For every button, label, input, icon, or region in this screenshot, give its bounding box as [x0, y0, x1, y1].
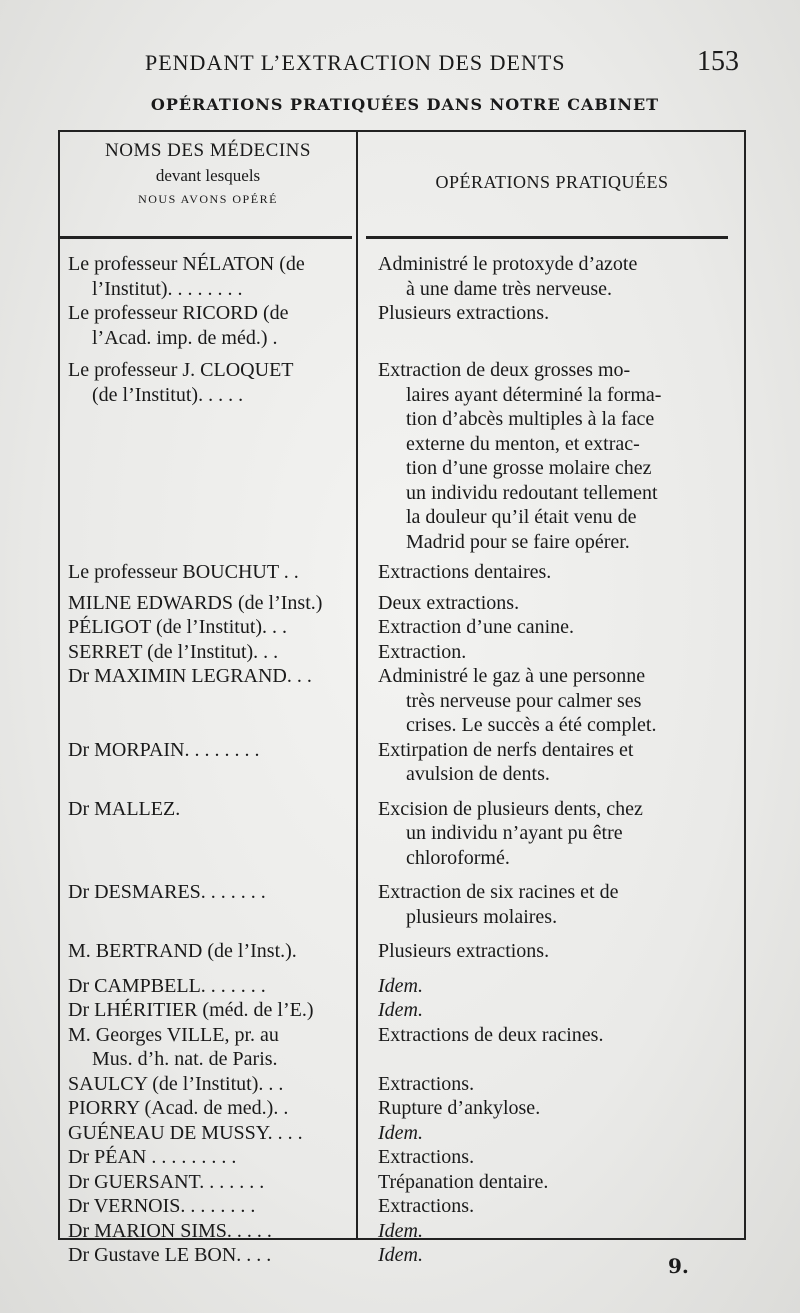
operation-line: tion d’abcès multiples à la face: [406, 408, 655, 430]
physician-name-cell: [60, 615, 356, 640]
operation-cell: [356, 560, 746, 585]
physician-name-line: l’Institut). . . . . . . .: [92, 277, 243, 300]
table-row: [60, 797, 746, 871]
physician-name-cell: [60, 664, 356, 689]
physician-name-line: PÉLIGOT (de l’Institut). . .: [68, 616, 288, 638]
table-row: [60, 998, 746, 1023]
physician-name-line: M. Georges VILLE, pr. au: [68, 1023, 279, 1046]
table-row: [60, 1072, 746, 1097]
table-row: [60, 640, 746, 665]
operation-line: un individu redoutant tellement: [406, 481, 658, 504]
operation-line: Extractions.: [378, 1072, 475, 1095]
operation-cell: [356, 974, 746, 999]
table-row: [60, 1170, 746, 1195]
physician-name-line: Le professeur J. CLOQUET: [68, 359, 294, 381]
table-row: [60, 1023, 746, 1072]
physician-name-line: Dr Gustave LE BON. . . .: [68, 1244, 272, 1266]
column-header-operations: OPÉRATIONS PRATIQUÉES: [435, 172, 669, 192]
physician-name-line: Dr MAXIMIN LEGRAND. . .: [68, 665, 312, 687]
physician-name-cell: [60, 591, 356, 616]
operation-line: Extractions de deux racines.: [378, 1023, 604, 1046]
physician-name-line: Le professeur NÉLATON (de: [68, 253, 305, 275]
physician-name-line: GUÉNEAU DE MUSSY. . . .: [68, 1121, 303, 1144]
physician-name-line: (de l’Institut). . . . .: [92, 383, 244, 406]
operation-line: très nerveuse pour calmer ses: [406, 689, 642, 712]
operation-cell: [356, 1170, 746, 1195]
operation-line: un individu n’ayant pu être: [406, 822, 623, 844]
operation-cell: [356, 358, 746, 554]
column-header-names-line1: NOMS DES MÉDECINS: [105, 140, 311, 161]
physician-name-line: l’Acad. imp. de méd.) .: [92, 326, 278, 349]
physician-name-line: MILNE EDWARDS (de l’Inst.): [68, 591, 323, 614]
physician-name-cell: [60, 1219, 356, 1244]
physician-name-line: SAULCY (de l’Institut). . .: [68, 1072, 284, 1095]
running-head: [145, 46, 745, 82]
operation-cell: [356, 1194, 746, 1219]
physician-name-cell: [60, 640, 356, 665]
physician-name-cell: [60, 939, 356, 964]
operation-line: Extirpation de nerfs dentaires et: [378, 738, 634, 761]
operation-cell: [356, 998, 746, 1023]
physician-name-cell: [60, 1145, 356, 1170]
header-rule-right: [366, 236, 728, 239]
operation-cell: [356, 640, 746, 665]
operation-line: Administré le protoxyde d’azote: [378, 253, 638, 275]
operation-cell: [356, 591, 746, 616]
operation-line: Extractions.: [378, 1195, 475, 1217]
operation-line: Trépanation dentaire.: [378, 1170, 549, 1193]
page-number: 153: [697, 46, 739, 77]
operation-cell: [356, 738, 746, 787]
table-row: [60, 738, 746, 787]
column-header-names-line3: NOUS AVONS OPÉRÉ: [138, 192, 278, 206]
physician-name-cell: [60, 738, 356, 763]
physician-name-line: Dr MALLEZ.: [68, 797, 181, 820]
table-row: [60, 974, 746, 999]
operation-line: Extractions dentaires.: [378, 561, 552, 583]
operation-line: plusieurs molaires.: [406, 905, 558, 928]
operation-cell: [356, 301, 746, 326]
operation-line: Excision de plusieurs dents, chez: [378, 797, 643, 820]
operation-line: Madrid pour se faire opérer.: [406, 530, 630, 553]
physician-name-line: SERRET (de l’Institut). . .: [68, 640, 279, 663]
operation-line: Administré le gaz à une personne: [378, 665, 646, 687]
operation-line: Extraction de six racines et de: [378, 881, 619, 903]
table-row: [60, 1145, 746, 1170]
header-rule-left: [60, 236, 352, 239]
operation-line: laires ayant déterminé la forma-: [406, 383, 662, 406]
physician-name-cell: [60, 301, 356, 350]
operation-cell: [356, 1023, 746, 1048]
physician-name-line: Dr DESMARES. . . . . . .: [68, 881, 266, 903]
operation-cell: [356, 664, 746, 738]
operation-cell: [356, 1145, 746, 1170]
physician-name-cell: [60, 358, 356, 407]
table-row: [60, 1096, 746, 1121]
table-row: [60, 939, 746, 964]
operation-line: Plusieurs extractions.: [378, 302, 550, 324]
table-row: [60, 1194, 746, 1219]
table-body: [60, 252, 746, 1268]
running-title: PENDANT L’EXTRACTION DES DENTS: [145, 50, 566, 75]
physician-name-line: Mus. d’h. nat. de Paris.: [92, 1048, 278, 1070]
table-title: OPÉRATIONS PRATIQUÉES DANS NOTRE CABINET: [150, 95, 660, 114]
operation-line: tion d’une grosse molaire chez: [406, 457, 652, 479]
operation-line: Idem.: [378, 1121, 423, 1144]
operation-line: Plusieurs extractions.: [378, 940, 550, 962]
table-row: [60, 358, 746, 554]
physician-name-line: Dr CAMPBELL. . . . . . .: [68, 974, 266, 997]
operation-line: crises. Le succès a été complet.: [406, 714, 657, 736]
table-row: [60, 301, 746, 350]
operation-cell: [356, 1072, 746, 1097]
operation-cell: [356, 1096, 746, 1121]
physician-name-line: Le professeur RICORD (de: [68, 302, 289, 324]
physician-name-cell: [60, 1121, 356, 1146]
physician-name-cell: [60, 880, 356, 905]
physician-name-cell: [60, 1170, 356, 1195]
physician-name-cell: [60, 1023, 356, 1072]
operation-line: chloroformé.: [406, 846, 510, 869]
physician-name-cell: [60, 998, 356, 1023]
physician-name-line: Dr MORPAIN. . . . . . . .: [68, 738, 260, 761]
physician-name-cell: [60, 1194, 356, 1219]
physician-name-line: Dr PÉAN . . . . . . . . .: [68, 1146, 237, 1168]
column-header-names: [60, 140, 356, 207]
table-row: [60, 1243, 746, 1268]
operation-line: Idem.: [378, 974, 423, 997]
operation-cell: [356, 615, 746, 640]
physician-name-cell: [60, 252, 356, 301]
operation-line: à une dame très nerveuse.: [406, 277, 613, 300]
physician-name-line: Le professeur BOUCHUT . .: [68, 561, 299, 583]
column-header-names-line2: devant lesquels: [155, 166, 261, 185]
operation-cell: [356, 939, 746, 964]
operation-cell: [356, 797, 746, 871]
operation-line: Idem.: [378, 1219, 423, 1242]
physician-name-line: Dr LHÉRITIER (méd. de l’E.): [68, 999, 314, 1021]
physician-name-line: PIORRY (Acad. de med.). .: [68, 1097, 289, 1119]
table-row: [60, 1219, 746, 1244]
operation-line: Extraction.: [378, 640, 467, 663]
operation-cell: [356, 252, 746, 301]
physician-name-line: Dr MARION SIMS. . . . .: [68, 1219, 272, 1242]
physician-name-cell: [60, 1243, 356, 1268]
operation-line: Extraction de deux grosses mo-: [378, 359, 631, 381]
signature-mark: 9.: [668, 1254, 689, 1278]
physician-name-line: M. BERTRAND (de l’Inst.).: [68, 940, 297, 962]
physician-name-cell: [60, 560, 356, 585]
physician-name-cell: [60, 1096, 356, 1121]
operation-line: externe du menton, et extrac-: [406, 432, 640, 455]
operation-cell: [356, 880, 746, 929]
table-row: [60, 560, 746, 585]
table-row: [60, 252, 746, 301]
physician-name-line: Dr GUERSANT. . . . . . .: [68, 1170, 265, 1193]
operation-cell: [356, 1121, 746, 1146]
physician-name-line: Dr VERNOIS. . . . . . . .: [68, 1195, 256, 1217]
table-row: [60, 664, 746, 738]
operation-line: Deux extractions.: [378, 591, 520, 614]
operation-line: Extraction d’une canine.: [378, 616, 575, 638]
table-row: [60, 1121, 746, 1146]
physician-name-cell: [60, 974, 356, 999]
table-row: [60, 591, 746, 616]
operation-cell: [356, 1219, 746, 1244]
table-row: [60, 880, 746, 929]
operation-line: avulsion de dents.: [406, 763, 550, 785]
table-row: [60, 615, 746, 640]
operation-line: Rupture d’ankylose.: [378, 1097, 541, 1119]
operation-line: Extractions.: [378, 1146, 475, 1168]
physician-name-cell: [60, 797, 356, 822]
physician-name-cell: [60, 1072, 356, 1097]
operation-line: la douleur qu’il était venu de: [406, 506, 637, 528]
operation-line: Idem.: [378, 999, 423, 1021]
operation-line: Idem.: [378, 1244, 423, 1266]
